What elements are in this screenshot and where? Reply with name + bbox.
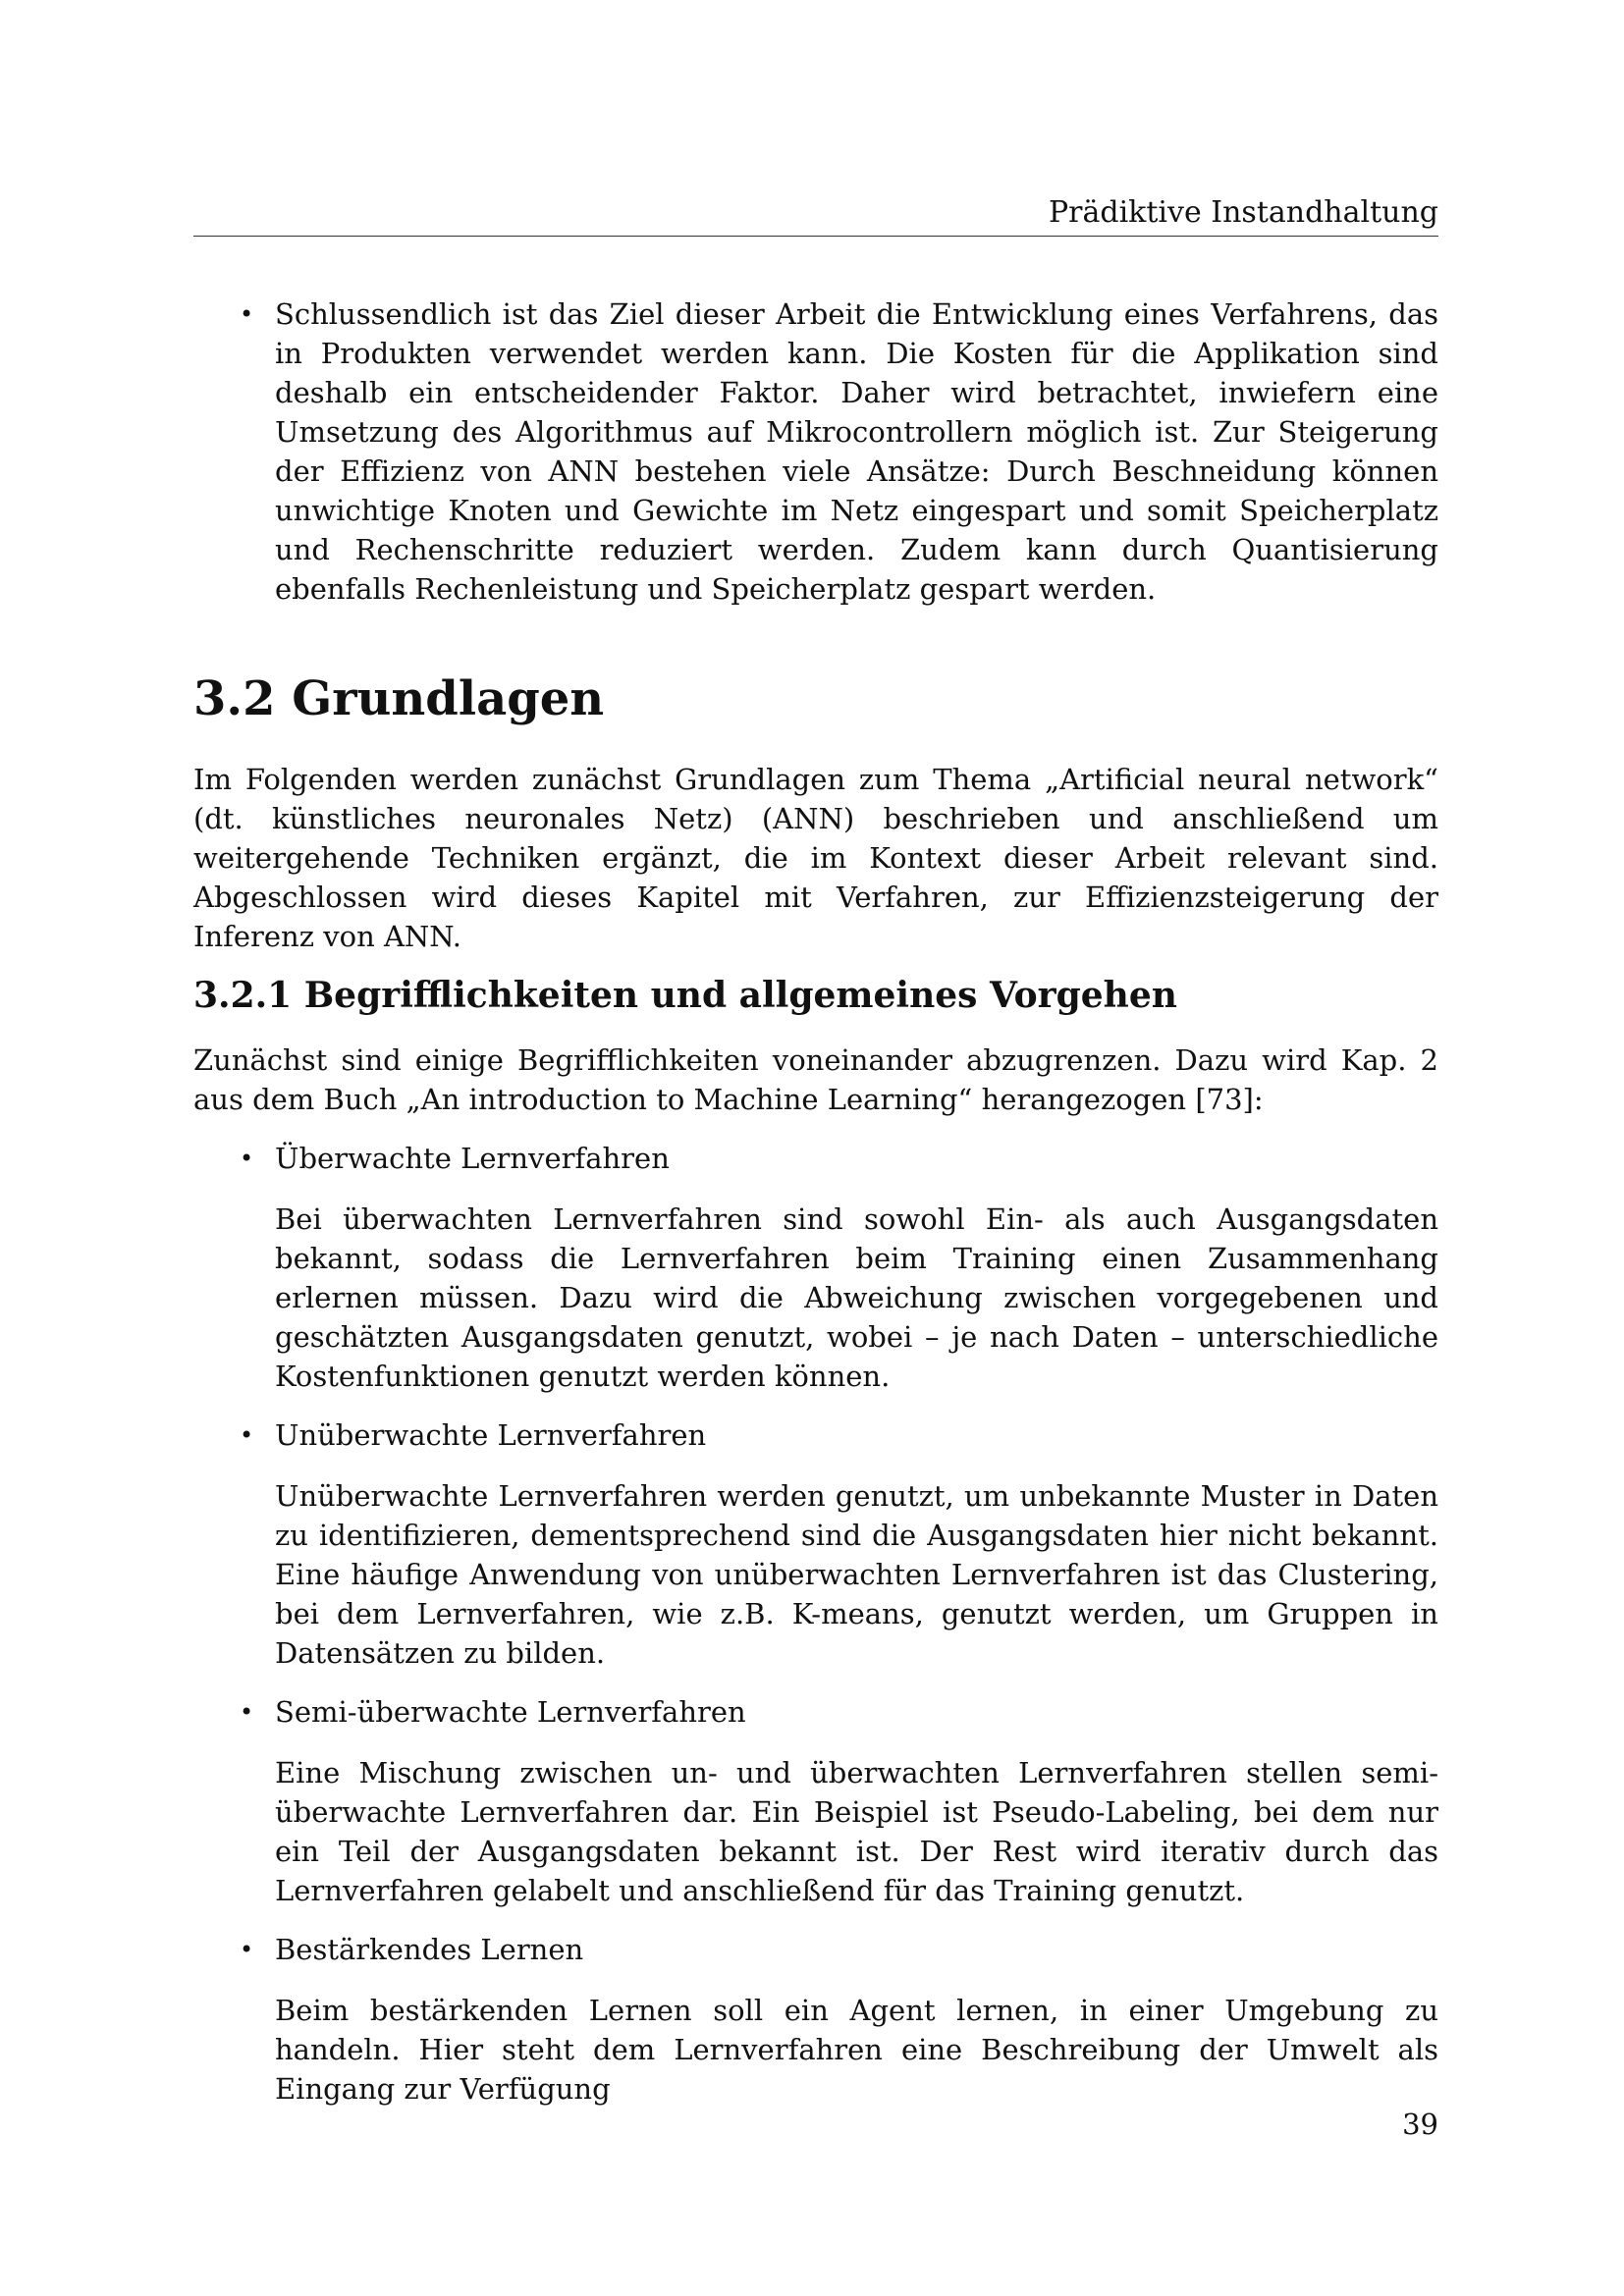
list-item: [193, 1692, 1438, 1910]
list-item: [193, 1139, 1438, 1396]
term-description: Beim bestärkenden Lernen soll ein Agent lernen, in einer Umgebung zu handeln. Hier steht dem Lernverfahren eine Beschreibung der Umwelt als Eingang zur Verfügung: [275, 1994, 1438, 2106]
term-title: Bestärkendes Lernen: [275, 1933, 584, 1966]
intro-bullet-list: [193, 294, 1438, 609]
bullet-icon: •: [240, 1936, 254, 1963]
learning-types-list: [193, 1139, 1438, 2128]
list-item: [193, 1415, 1438, 1673]
term-description: Eine Mischung zwischen un- und überwachten Lernverfahren stellen semi-überwachte Lernverfahren dar. Ein Beispiel ist Pseudo-Labeling, bei dem nur ein Teil der Ausgangsdaten bekannt ist. Der Rest wird iterativ durch das Lernverfahren gelabelt und anschließend für das Training genutzt.: [275, 1756, 1438, 1907]
list-item-text: Schlussendlich ist das Ziel dieser Arbeit die Entwicklung eines Verfahrens, das in Produkten verwendet werden kann. Die Kosten für die Applikation sind deshalb ein entscheidender Faktor. Daher wird betrachtet, inwiefern eine Umsetzung des Algorithmus auf Mikrocontrollern möglich ist. Zur Steigerung der Effizienz von ANN bestehen viele Ansätze: Durch Beschneidung können unwichtige Knoten und Gewichte im Netz eingespart und somit Speicherplatz und Rechenschritte reduziert werden. Zudem kann durch Quantisierung ebenfalls Rechenleistung und Speicherplatz gespart werden.: [275, 297, 1438, 606]
section-intro-paragraph: Im Folgenden werden zunächst Grundlagen zum Thema „Artificial neural network“ (dt. künstliches neuronales Netz) (ANN) beschrieben und anschließend um weitergehende Techniken ergänzt, die im Kontext dieser Arbeit relevant sind. Abgeschlossen wird dieses Kapitel mit Verfahren, zur Effizienzsteigerung der Inferenz von ANN.: [193, 763, 1438, 953]
list-item: [193, 294, 1438, 609]
bullet-icon: •: [240, 1145, 254, 1172]
term-title: Semi-überwachte Lernverfahren: [275, 1695, 746, 1729]
term-title: Unüberwachte Lernverfahren: [275, 1418, 707, 1452]
header-rule: [193, 236, 1438, 237]
term-description: Unüberwachte Lernverfahren werden genutzt, um unbekannte Muster in Daten zu identifizieren, dementsprechend sind die Ausgangsdaten hier nicht bekannt. Eine häufige Anwendung von unüberwachten Lernverfahren ist das Clustering, bei dem Lernverfahren, wie z.B. K-means, genutzt werden, um Gruppen in Datensätzen zu bilden.: [275, 1479, 1438, 1670]
running-header-title: Prädiktive Instandhaltung: [1048, 195, 1438, 230]
section-heading: 3.2 Grundlagen: [193, 671, 605, 726]
page-number: 39: [1402, 2108, 1438, 2141]
subsection-intro-paragraph: Zunächst sind einige Begrifflichkeiten voneinander abzugrenzen. Dazu wird Kap. 2 aus dem Buch „An introduction to Machine Learning“ herangezogen [73]:: [193, 1043, 1438, 1116]
list-item: [193, 1930, 1438, 2109]
bullet-icon: •: [240, 300, 254, 328]
term-title: Überwachte Lernverfahren: [275, 1142, 670, 1175]
bullet-icon: •: [240, 1698, 254, 1726]
subsection-heading: 3.2.1 Begrifflichkeiten und allgemeines Vorgehen: [193, 975, 1177, 1016]
term-description: Bei überwachten Lernverfahren sind sowohl Ein- als auch Ausgangsdaten bekannt, sodass die Lernverfahren beim Training einen Zusammenhang erlernen müssen. Dazu wird die Abweichung zwischen vorgegebenen und geschätzten Ausgangsdaten genutzt, wobei – je nach Daten – unterschiedliche Kostenfunktionen genutzt werden können.: [275, 1202, 1438, 1393]
bullet-icon: •: [240, 1421, 254, 1449]
